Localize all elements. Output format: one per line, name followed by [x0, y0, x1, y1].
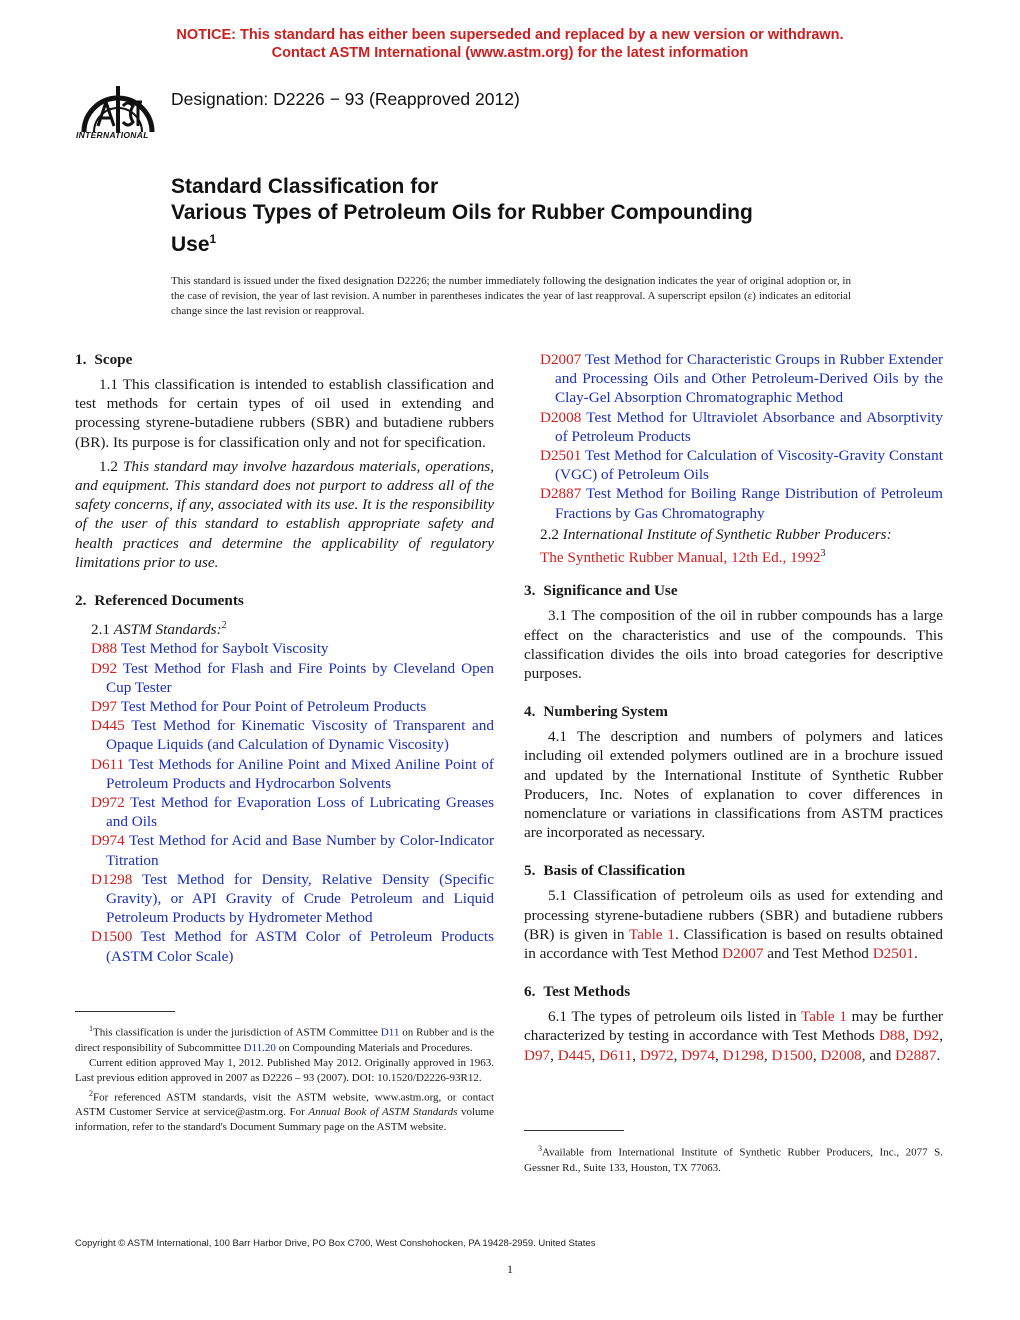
d11-link[interactable]: D11 — [380, 1026, 400, 1039]
reference-link[interactable]: D611 Test Methods for Aniline Point and Mixed Aniline Point of Petroleum Products and Hydrocarbon Solvents — [91, 755, 494, 792]
footnote-2: $^2$For referenced ASTM standards, visit the ASTM website, www.astm.org, or contact ASTM Customer Service at service@astm.org. For Annual Book of ASTM Standards volume information, refer to the standard's Document Summary page on the ASTM website. — [75, 1088, 494, 1134]
scope-heading: 1. Scope — [75, 351, 133, 368]
reference-link[interactable]: D445 Test Method for Kinematic Viscosity of Transparent and Opaque Liquids (and Calculation of Dynamic Viscosity) — [91, 717, 494, 754]
test-method-code-link[interactable]: D88 — [878, 1027, 906, 1045]
footnote-3: $^3$Available from International Institute of Synthetic Rubber Producers, Inc., 2077 S. Gessner Rd., Suite 133, Houston, TX 77063. — [524, 1144, 943, 1174]
synthetic-rubber-manual-link[interactable]: The Synthetic Rubber Manual, 12th Ed., 1992$^3$ — [540, 548, 826, 567]
withdrawal-notice — [0, 26, 1020, 62]
footnotes-left — [75, 1021, 494, 1135]
d2007-link[interactable]: D2007 — [722, 944, 764, 962]
reference-link[interactable]: D1298 Test Method for Density, Relative Density (Specific Gravity), or API Gravity of Crude Petroleum and Liquid Petroleum Products by Hydrometer Method — [91, 870, 494, 927]
test-method-code-link[interactable]: D97 — [524, 1046, 551, 1064]
numbering-paragraph: 4.1 The description and numbers of polymers and latices including oil extended polymers outlined are in a brochure issued and updated by the International Institute of Synthetic Rubber Producers, Inc. Notes of explanation to cover differences in nomenclature or variations in classifications from ASTM practices are incorporated as necessary. — [524, 728, 943, 842]
d2501-link[interactable]: D2501 — [872, 944, 915, 962]
reference-link[interactable]: D2501 Test Method for Calculation of Viscosity-Gravity Constant (VGC) of Petroleum Oils — [540, 447, 943, 484]
test-method-code-link[interactable]: D1298 — [722, 1046, 764, 1064]
basis-paragraph: 5.1 Classification of petroleum oils as used for extending and processing styrene-butadiene rubbers (SBR) and butadiene rubbers (BR) is given in Table 1. Classification is based on results obtained in accordance with Test Method D2007 and Test Method D2501. — [524, 887, 943, 962]
designation: Designation: D2226 − 93 (Reapproved 2012) — [171, 89, 520, 109]
left-column — [75, 350, 494, 966]
test-method-code-link[interactable]: D611 — [599, 1046, 633, 1064]
footnotes-right — [524, 1141, 943, 1176]
issue-note: This standard is issued under the fixed designation D2226; the number immediately following the designation indicates the year of original adoption or, in the case of revision, the year of last revision. A number in parentheses indicates the year of last reapproval. A superscript epsilon (ε) indicates an editorial change since the last revision or reapproval. — [171, 275, 851, 317]
significance-paragraph: 3.1 The composition of the oil in rubber compounds has a large effect on the characteristics and use of the compounds. This classification divides the oils into broad categories for descriptive purposes. — [524, 607, 943, 682]
scope-paragraph-2: 1.2 This standard may involve hazardous materials, operations, and equipment. This standard does not purport to address all of the safety concerns, if any, associated with its use. It is the responsibility of the user of this standard to establish appropriate safety and health practices and determine the applicability of regulatory limitations prior to use. — [75, 457, 495, 571]
d11-20-link[interactable]: D11.20 — [243, 1041, 276, 1054]
d2887-link[interactable]: D2887 — [895, 1046, 937, 1064]
notice-line-1: NOTICE: This standard has either been superseded and replaced by a new version or withdrawn. — [176, 27, 844, 43]
numbering-heading: 4. Numbering System — [524, 703, 668, 721]
reference-link[interactable]: D972 Test Method for Evaporation Loss of Lubricating Greases and Oils — [91, 793, 494, 831]
reference-link[interactable]: D1500 Test Method for ASTM Color of Petroleum Products (ASTM Color Scale) — [91, 928, 494, 965]
astm-standards-label: 2.1 ASTM Standards:$^2$ — [91, 620, 227, 639]
reference-link[interactable]: D974 Test Method for Acid and Base Number by Color-Indicator Titration — [91, 832, 494, 869]
basis-heading: 5. Basis of Classification — [524, 862, 686, 880]
test-method-code-link[interactable]: D92 — [913, 1027, 940, 1045]
title-line-1: Standard Classification for — [171, 175, 439, 198]
scope-paragraph-1: 1.1 This classification is intended to establish classification and test methods for certain types of oil used in extending and processing styrene-butadiene rubbers (SBR) and butadiene rubbers (BR). Its purpose is for classification only and not for specification. — [75, 376, 494, 451]
reference-link[interactable]: D2887 Test Method for Boiling Range Distribution of Petroleum Fractions by Gas Chromatography — [540, 485, 943, 522]
footnote-divider — [524, 1130, 624, 1131]
reference-link[interactable]: D2007 Test Method for Characteristic Groups in Rubber Extender and Processing Oils and Other Petroleum-Derived Oils by the Clay-Gel Absorption Chromatographic Method — [540, 351, 943, 407]
test-methods-paragraph: 6.1 The types of petroleum oils listed in Table 1 may be further characterized by testing in accordance with Test Methods D88, D92, D97, D445, D611, D972, D974, D1298, D1500, D2008, and D2887. — [524, 1008, 943, 1064]
reference-link[interactable]: D88 Test Method for Saybolt Viscosity — [91, 640, 329, 658]
footnote-1-edition: Current edition approved May 1, 2012. Published May 2012. Originally approved in 1963. Last previous edition approved in 2007 as D2226 – 93 (2007). DOI: 10.1520/D2226-93R12. — [75, 1056, 494, 1084]
test-method-code-link[interactable]: D1500 — [771, 1046, 813, 1064]
table-1-link[interactable]: Table 1 — [629, 925, 675, 943]
title-line-3: Use — [171, 233, 210, 256]
right-column — [524, 350, 943, 1070]
test-methods-heading: 6. Test Methods — [524, 983, 631, 1001]
test-method-code-link[interactable]: D972 — [639, 1046, 674, 1064]
significance-heading: 3. Significance and Use — [524, 582, 678, 600]
reference-link[interactable]: D92 Test Method for Flash and Fire Points by Cleveland Open Cup Tester — [91, 659, 494, 696]
reference-link[interactable]: D2008 Test Method for Ultraviolet Absorbance and Absorptivity of Petroleum Products — [540, 408, 943, 445]
footnote-divider — [75, 1011, 175, 1012]
table-1-link[interactable]: Table 1 — [801, 1008, 847, 1026]
page-number: 1 — [507, 1262, 513, 1276]
reference-link[interactable]: D97 Test Method for Pour Point of Petroleum Products — [91, 697, 427, 715]
logo-caption: INTERNATIONAL — [76, 130, 149, 140]
institute-label: 2.2 International Institute of Synthetic Rubber Producers: — [540, 525, 892, 543]
footnote-1: $^1$This classification is under the jurisdiction of ASTM Committee D11 on Rubber and is the direct responsibility of Subcommittee D11.20 on Compounding Materials and Procedures. — [75, 1024, 494, 1054]
document-title — [171, 174, 891, 258]
test-method-code-link[interactable]: D974 — [681, 1046, 715, 1064]
referenced-documents-heading: 2. Referenced Documents — [75, 592, 244, 610]
title-footnote-mark: 1 — [209, 232, 217, 246]
title-line-2: Various Types of Petroleum Oils for Rubber Compounding — [171, 201, 753, 224]
copyright-line: Copyright © ASTM International, 100 Barr Harbor Drive, PO Box C700, West Conshohocken, PA 19428-2959. United States — [75, 1238, 596, 1249]
notice-line-2: Contact ASTM International (www.astm.org) for the latest information — [271, 45, 749, 61]
test-method-code-link[interactable]: D445 — [557, 1046, 592, 1064]
d2008-link[interactable]: D2008 — [820, 1046, 862, 1064]
